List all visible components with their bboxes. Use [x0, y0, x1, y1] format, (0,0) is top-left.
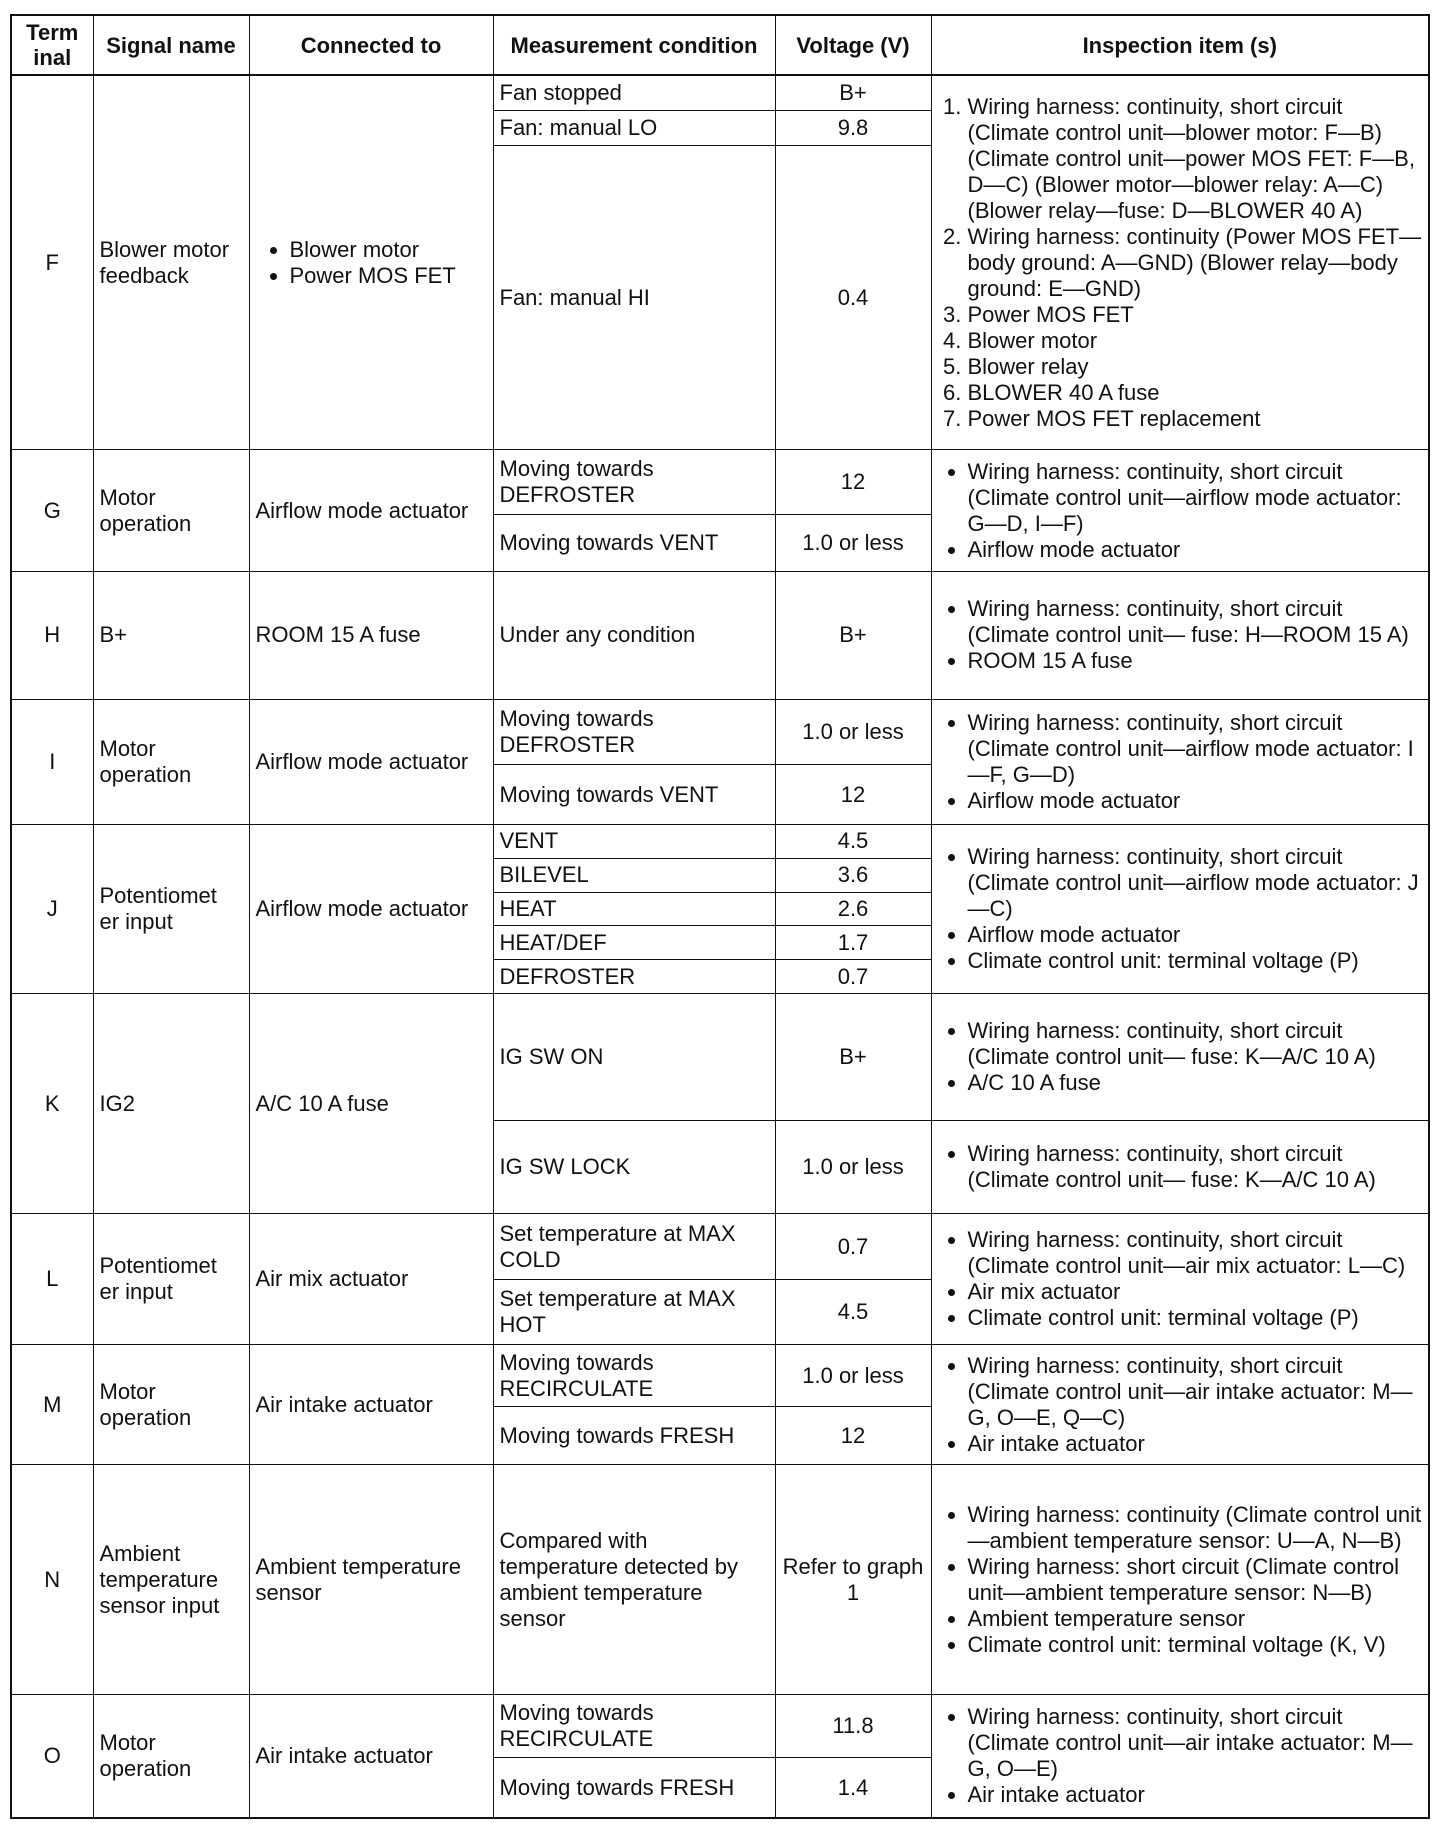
condition-cell: Moving towards DEFROSTER	[493, 450, 775, 515]
list-item: • Air intake actuator	[968, 1782, 1423, 1808]
condition-cell: Fan: manual HI	[493, 146, 775, 450]
list-item: 3. Power MOS FET	[968, 302, 1423, 328]
signal-name-cell: IG2	[93, 994, 249, 1214]
connected-to-cell: A/C 10 A fuse	[249, 994, 493, 1214]
signal-name-cell: Ambient temperature sensor input	[93, 1465, 249, 1695]
table-row	[11, 1214, 1429, 1279]
list-item: • Power MOS FET	[290, 263, 487, 289]
list-item: • Wiring harness: continuity, short circuit (Climate control unit—airflow mode actuator: J—C)	[968, 844, 1423, 922]
table-row	[11, 825, 1429, 859]
terminal-voltage-table	[10, 14, 1430, 1819]
table-row	[11, 75, 1429, 111]
voltage-cell: B+	[775, 572, 931, 700]
inspection-cell	[931, 1465, 1429, 1695]
table-row	[11, 1695, 1429, 1758]
list-item: • Ambient temperature sensor	[968, 1606, 1423, 1632]
terminal-cell: K	[11, 994, 93, 1214]
header-terminal: Term inal	[11, 15, 93, 75]
connected-to-cell: Airflow mode actuator	[249, 450, 493, 572]
condition-cell: Moving towards RECIRCULATE	[493, 1695, 775, 1758]
signal-name-cell: Motor operation	[93, 699, 249, 824]
inspection-cell	[931, 450, 1429, 572]
connected-to-cell: Airflow mode actuator	[249, 825, 493, 994]
list-item: • Wiring harness: continuity, short circuit (Climate control unit—air intake actuator: M—G, O—E)	[968, 1704, 1423, 1782]
list-item: 6. BLOWER 40 A fuse	[968, 380, 1423, 406]
condition-cell: Compared with temperature detected by ambient temperature sensor	[493, 1465, 775, 1695]
table-row	[11, 1465, 1429, 1695]
list-item: • Climate control unit: terminal voltage (P)	[968, 1305, 1423, 1331]
terminal-cell: M	[11, 1345, 93, 1465]
list-item: • Air intake actuator	[968, 1431, 1423, 1457]
voltage-cell: 1.0 or less	[775, 699, 931, 764]
header-signal-name: Signal name	[93, 15, 249, 75]
inspection-cell	[931, 1214, 1429, 1345]
list-item: • ROOM 15 A fuse	[968, 648, 1423, 674]
list-item: • Wiring harness: continuity, short circuit (Climate control unit—airflow mode actuator: G—D, I—F)	[968, 459, 1423, 537]
table-row	[11, 994, 1429, 1120]
list-item: • Airflow mode actuator	[968, 922, 1423, 948]
list-item: 5. Blower relay	[968, 354, 1423, 380]
voltage-cell: B+	[775, 75, 931, 111]
voltage-cell: 1.0 or less	[775, 1345, 931, 1407]
voltage-cell: 1.0 or less	[775, 515, 931, 572]
header-connected-to: Connected to	[249, 15, 493, 75]
inspection-cell	[931, 75, 1429, 450]
condition-cell: HEAT/DEF	[493, 926, 775, 960]
list-item: • Wiring harness: continuity, short circuit (Climate control unit— fuse: H—ROOM 15 A)	[968, 596, 1423, 648]
terminal-cell: J	[11, 825, 93, 994]
list-item: • Wiring harness: continuity, short circuit (Climate control unit—air intake actuator: M—G, O—E, Q—C)	[968, 1353, 1423, 1431]
condition-cell: IG SW LOCK	[493, 1120, 775, 1214]
list-item: • Wiring harness: continuity, short circuit (Climate control unit— fuse: K—A/C 10 A)	[968, 1018, 1423, 1070]
voltage-cell: 9.8	[775, 111, 931, 146]
list-item: 2. Wiring harness: continuity (Power MOS FET—body ground: A—GND) (Blower relay—body ground: E—GND)	[968, 224, 1423, 302]
condition-cell: IG SW ON	[493, 994, 775, 1120]
inspection-cell	[931, 572, 1429, 700]
inspection-cell	[931, 1345, 1429, 1465]
inspection-cell	[931, 1120, 1429, 1214]
condition-cell: Moving towards DEFROSTER	[493, 699, 775, 764]
header-voltage: Voltage (V)	[775, 15, 931, 75]
table-row	[11, 699, 1429, 764]
signal-name-cell: Motor operation	[93, 1345, 249, 1465]
list-item: 1. Wiring harness: continuity, short circuit (Climate control unit—blower motor: F—B) (Climate control unit—power MOS FET: F—B, D—C) (Blower motor—blower relay: A—C) (Blower relay—fuse: D—BLOWER 40 A)	[968, 94, 1423, 224]
condition-cell: Moving towards FRESH	[493, 1758, 775, 1818]
connected-to-cell: Airflow mode actuator	[249, 699, 493, 824]
voltage-cell: 1.7	[775, 926, 931, 960]
connected-to-cell: Air intake actuator	[249, 1345, 493, 1465]
condition-cell: Set temperature at MAX HOT	[493, 1279, 775, 1344]
list-item: • Airflow mode actuator	[968, 788, 1423, 814]
voltage-cell: 0.7	[775, 1214, 931, 1279]
voltage-cell: 4.5	[775, 1279, 931, 1344]
condition-cell: Fan stopped	[493, 75, 775, 111]
terminal-cell: L	[11, 1214, 93, 1345]
terminal-cell: F	[11, 75, 93, 450]
connected-to-cell: Air mix actuator	[249, 1214, 493, 1345]
condition-cell: Moving towards RECIRCULATE	[493, 1345, 775, 1407]
condition-cell: Set temperature at MAX COLD	[493, 1214, 775, 1279]
condition-cell: Moving towards VENT	[493, 765, 775, 825]
list-item: • Wiring harness: continuity, short circuit (Climate control unit—airflow mode actuator: I—F, G—D)	[968, 710, 1423, 788]
terminal-cell: H	[11, 572, 93, 700]
table-row	[11, 450, 1429, 515]
condition-cell: BILEVEL	[493, 858, 775, 892]
voltage-cell: 2.6	[775, 892, 931, 926]
condition-cell: VENT	[493, 825, 775, 859]
list-item: 7. Power MOS FET replacement	[968, 406, 1423, 432]
voltage-cell: 1.4	[775, 1758, 931, 1818]
list-item: • Blower motor	[290, 237, 487, 263]
voltage-cell: 1.0 or less	[775, 1120, 931, 1214]
signal-name-cell: Potentiomet er input	[93, 1214, 249, 1345]
signal-name-cell: Blower motor feedback	[93, 75, 249, 450]
voltage-cell: 12	[775, 765, 931, 825]
condition-cell: DEFROSTER	[493, 960, 775, 994]
header-row	[11, 15, 1429, 75]
voltage-cell: 0.7	[775, 960, 931, 994]
signal-name-cell: Motor operation	[93, 450, 249, 572]
table-row	[11, 572, 1429, 700]
inspection-cell	[931, 994, 1429, 1120]
inspection-cell	[931, 699, 1429, 824]
voltage-cell: 12	[775, 1407, 931, 1465]
terminal-cell: G	[11, 450, 93, 572]
voltage-cell: Refer to graph 1	[775, 1465, 931, 1695]
terminal-cell: N	[11, 1465, 93, 1695]
voltage-cell: 4.5	[775, 825, 931, 859]
voltage-cell: 3.6	[775, 858, 931, 892]
list-item: • Air mix actuator	[968, 1279, 1423, 1305]
voltage-cell: 11.8	[775, 1695, 931, 1758]
signal-name-cell: B+	[93, 572, 249, 700]
list-item: • Climate control unit: terminal voltage (P)	[968, 948, 1423, 974]
list-item: • Climate control unit: terminal voltage (K, V)	[968, 1632, 1423, 1658]
condition-cell: Moving towards VENT	[493, 515, 775, 572]
list-item: • Wiring harness: continuity, short circuit (Climate control unit—air mix actuator: L—C)	[968, 1227, 1423, 1279]
list-item: • A/C 10 A fuse	[968, 1070, 1423, 1096]
voltage-cell: 0.4	[775, 146, 931, 450]
condition-cell: Moving towards FRESH	[493, 1407, 775, 1465]
inspection-cell	[931, 1695, 1429, 1818]
condition-cell: Fan: manual LO	[493, 111, 775, 146]
connected-to-cell: Ambient temperature sensor	[249, 1465, 493, 1695]
table-row	[11, 1345, 1429, 1407]
connected-to-cell: ROOM 15 A fuse	[249, 572, 493, 700]
list-item: 4. Blower motor	[968, 328, 1423, 354]
list-item: • Airflow mode actuator	[968, 537, 1423, 563]
connected-to-cell	[249, 75, 493, 450]
signal-name-cell: Potentiomet er input	[93, 825, 249, 994]
condition-cell: Under any condition	[493, 572, 775, 700]
list-item: • Wiring harness: short circuit (Climate control unit—ambient temperature sensor: N—B)	[968, 1554, 1423, 1606]
header-inspection-items: Inspection item (s)	[931, 15, 1429, 75]
terminal-cell: I	[11, 699, 93, 824]
terminal-cell: O	[11, 1695, 93, 1818]
inspection-cell	[931, 825, 1429, 994]
connected-to-cell: Air intake actuator	[249, 1695, 493, 1818]
voltage-cell: B+	[775, 994, 931, 1120]
list-item: • Wiring harness: continuity, short circuit (Climate control unit— fuse: K—A/C 10 A)	[968, 1141, 1423, 1193]
list-item: • Wiring harness: continuity (Climate control unit—ambient temperature sensor: U—A, N—B)	[968, 1502, 1423, 1554]
signal-name-cell: Motor operation	[93, 1695, 249, 1818]
condition-cell: HEAT	[493, 892, 775, 926]
header-measurement-condition: Measurement condition	[493, 15, 775, 75]
voltage-cell: 12	[775, 450, 931, 515]
